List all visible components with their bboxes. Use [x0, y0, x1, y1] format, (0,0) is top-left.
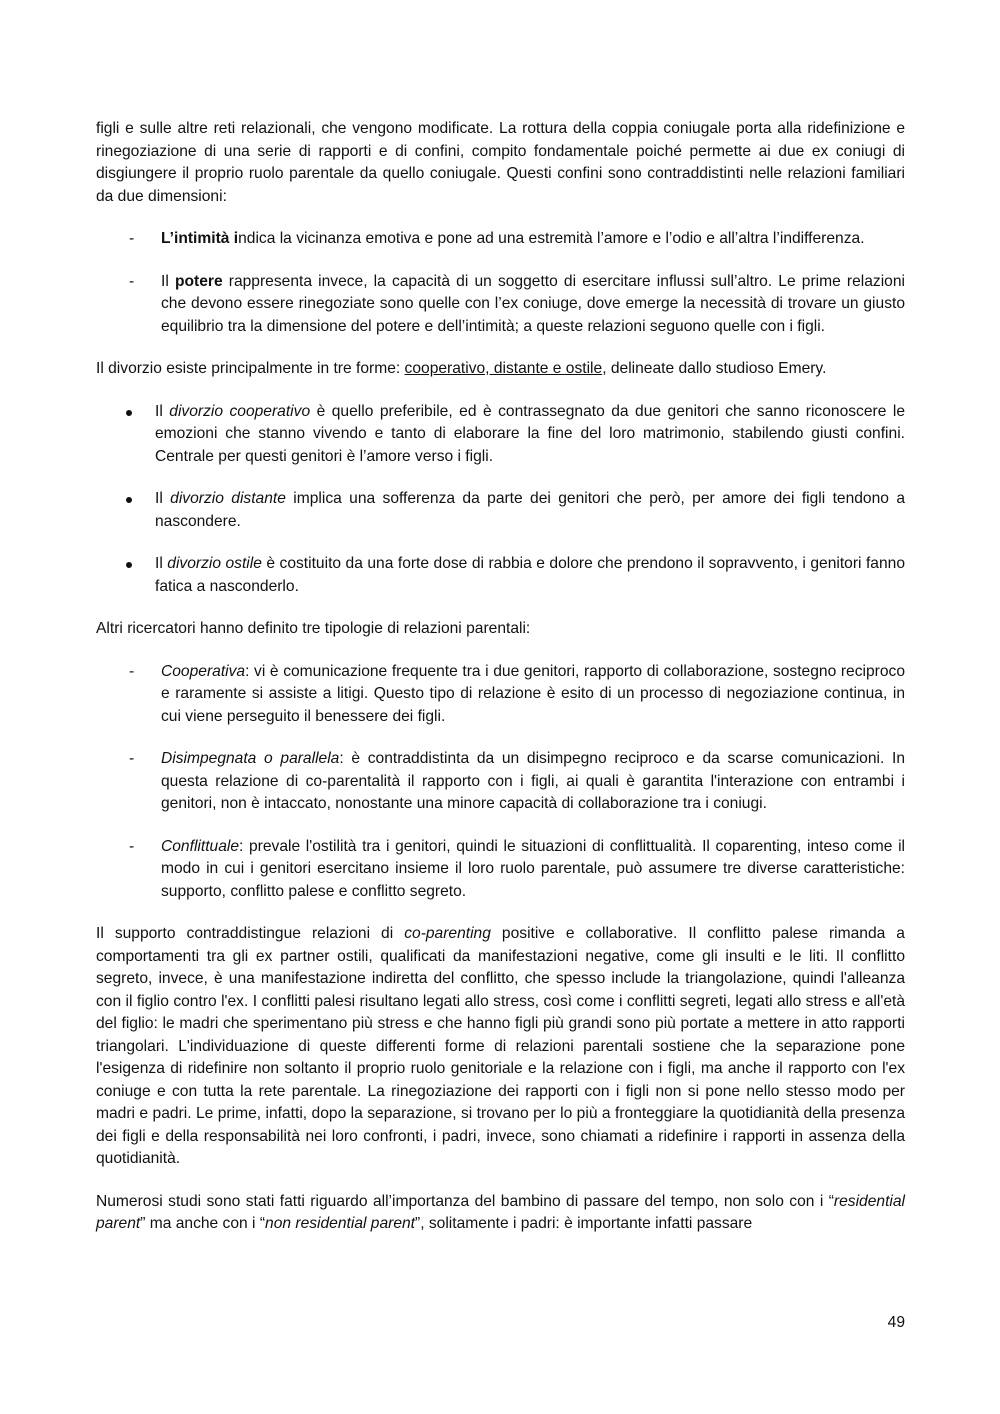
term-conflittuale: Conflittuale: [161, 837, 240, 855]
list-item-text: è costituito da una forte dose di rabbia e dolore che prendono il sopravvento, i genitori fanno fatica a nasconderlo.: [155, 555, 905, 595]
list-item-text: rappresenta invece, la capacità di un soggetto di esercitare influssi sull’altro. Le prime relazioni che devono essere rinegoziate sono quelle con l’ex coniuge, dove emerge la necessità di trovare un giusto equilibrio tra la dimensione del potere e dell’intimità; a queste relazioni seguono quelle con i figli.: [161, 272, 905, 335]
list-item: [96, 488, 905, 533]
document-page: [96, 118, 905, 1256]
dash-marker: -: [129, 750, 135, 767]
dash-marker: -: [129, 662, 135, 680]
list-item-text: : è contraddistinta da un disimpegno reciproco e da scarse comunicazioni. In questa relazione di co-parentalità il rapporto con i figli, ai quali è garantita l'interazione con entrambi i genitori, non è intaccato, nonostante una minore capacità di collaborazione tra i coniugi.: [161, 750, 905, 812]
text-run: , delineate dallo studioso Emery.: [602, 360, 827, 377]
list-item-text: è quello preferibile, ed è contrassegnato da due genitori che sanno riconoscere le emozioni che stanno vivendo e tanto di elaborare la fine del loro matrimonio, stabilendo giusti confini. Centrale per questi genitori è l’amore verso i figli.: [155, 402, 905, 465]
list-item-text: ndica la vicinanza emotiva e pone ad una estremità l’amore e l’odio e all’altra l’indifferenza.: [238, 230, 865, 247]
text-run: ” ma anche con i “: [140, 1215, 266, 1232]
text-run: ”, solitamente i padri: è importante infatti passare: [415, 1215, 753, 1232]
list-item-text: implica una sofferenza da parte dei genitori che però, per amore dei figli tendono a nascondere.: [155, 490, 905, 530]
paragraph-divorce-forms: [96, 358, 905, 381]
text-run: Il supporto contraddistingue relazioni di: [96, 925, 405, 942]
italic-text: co-parenting: [404, 925, 491, 942]
term-potere: potere: [174, 272, 223, 290]
list-item-text: : prevale l'ostilità tra i genitori, quindi le situazioni di conflittualità. Il coparenting, inteso come il modo in cui i genitori esercitano insieme il loro ruolo parentale, può assumere tre diverse caratteristiche: supporto, conflitto palese e conflitto segreto.: [161, 837, 905, 900]
paragraph-intro: figli e sulle altre reti relazionali, che vengono modificate. La rottura della coppia coniugale porta alla ridefinizione e rinegoziazione di una serie di rapporti e di confini, compito fondamentale poiché permette ai due ex coniugi di disgiungere il proprio ruolo parentale da quello coniugale. Questi confini sono contraddistinti nelle relazioni familiari da due dimensioni:: [96, 120, 905, 205]
list-item: [96, 401, 905, 469]
text-run: positive e collaborative. Il conflitto palese rimanda a comportamenti tra gli ex partner ostili, qualificati da manifestazioni negative, come gli insulti e le liti. Il conflitto segreto, invece, è una manifestazione indiretta del conflitto, che spesso include la triangolazione, quindi l'alleanza con il figlio contro l'ex. I conflitti palesi risultano legati allo stress, così come i conflitti segreti, legati allo stress e all'età del figlio: le madri che sperimentano più stress e che hanno figli più grandi sono più portate a mettere in atto rapporti triangolari. L'individuazione di queste differenti forme di relazioni parentali sostiene che la separazione pone l'esigenza di ridefinire non soltanto il proprio ruolo genitoriale e la relazione con i figli, ma anche il rapporto con l'ex coniuge e con tutta la rete parentale. La rinegoziazione dei rapporti con i figli non si pone nello stesso modo per madri e padri. Le prime, infatti, dopo la separazione, si trovano per lo più a fronteggiare la quotidianità della presenza dei figli e della responsabilità nei loro confronti, i padri, invece, sono chiamati a ridefinire i rapporti in assenza della quotidianità.: [96, 925, 905, 1167]
term-cooperativa: Cooperativa: [161, 662, 246, 680]
dimensions-list: [96, 228, 905, 338]
list-item-prefix: Il: [155, 402, 170, 420]
list-item-prefix: Il: [155, 490, 171, 507]
underlined-text: cooperativo, distante e ostile: [404, 360, 603, 377]
text-run: Il divorzio esiste principalmente in tre forme:: [96, 360, 405, 377]
italic-text: residential parent: [96, 1192, 905, 1232]
term-divorzio-ostile: divorzio ostile: [167, 555, 262, 572]
term-intimita: L’intimità i: [161, 230, 239, 247]
divorce-types-list: [96, 401, 905, 599]
page-number: 49: [887, 1314, 905, 1331]
list-item: [96, 271, 905, 339]
list-item-prefix: Il: [155, 555, 168, 572]
term-divorzio-cooperativo: divorzio cooperativo: [169, 402, 311, 420]
bullet-marker: [126, 562, 132, 568]
paragraph-studies: [96, 1191, 905, 1236]
paragraph-support-conflict: [96, 923, 905, 1171]
list-item-text: : vi è comunicazione frequente tra i due genitori, rapporto di collaborazione, sostegno reciproco e raramente si assiste a litigi. Questo tipo di relazione è esito di un processo di negoziazione continua, in cui viene perseguito il benessere dei figli.: [161, 662, 905, 725]
list-item: [96, 553, 905, 598]
bullet-marker: [126, 410, 132, 416]
term-disimpegnata: Disimpegnata o parallela: [161, 750, 340, 767]
dash-marker: -: [129, 230, 135, 247]
paragraph-relation-types-intro: Altri ricercatori hanno definito tre tipologie di relazioni parentali:: [96, 620, 531, 637]
list-item: [96, 836, 905, 904]
dash-marker: -: [129, 837, 135, 855]
relation-types-list: [96, 661, 905, 904]
list-item: [96, 228, 905, 251]
bullet-marker: [126, 497, 132, 503]
list-item: [96, 748, 905, 816]
text-run: Numerosi studi sono stati fatti riguardo all’importanza del bambino di passare del tempo, non solo con i “: [96, 1192, 834, 1210]
italic-text: non residential parent: [265, 1215, 416, 1232]
dash-marker: -: [129, 272, 135, 290]
list-item-prefix: Il: [161, 272, 175, 290]
term-divorzio-distante: divorzio distante: [170, 490, 286, 507]
list-item: [96, 661, 905, 729]
